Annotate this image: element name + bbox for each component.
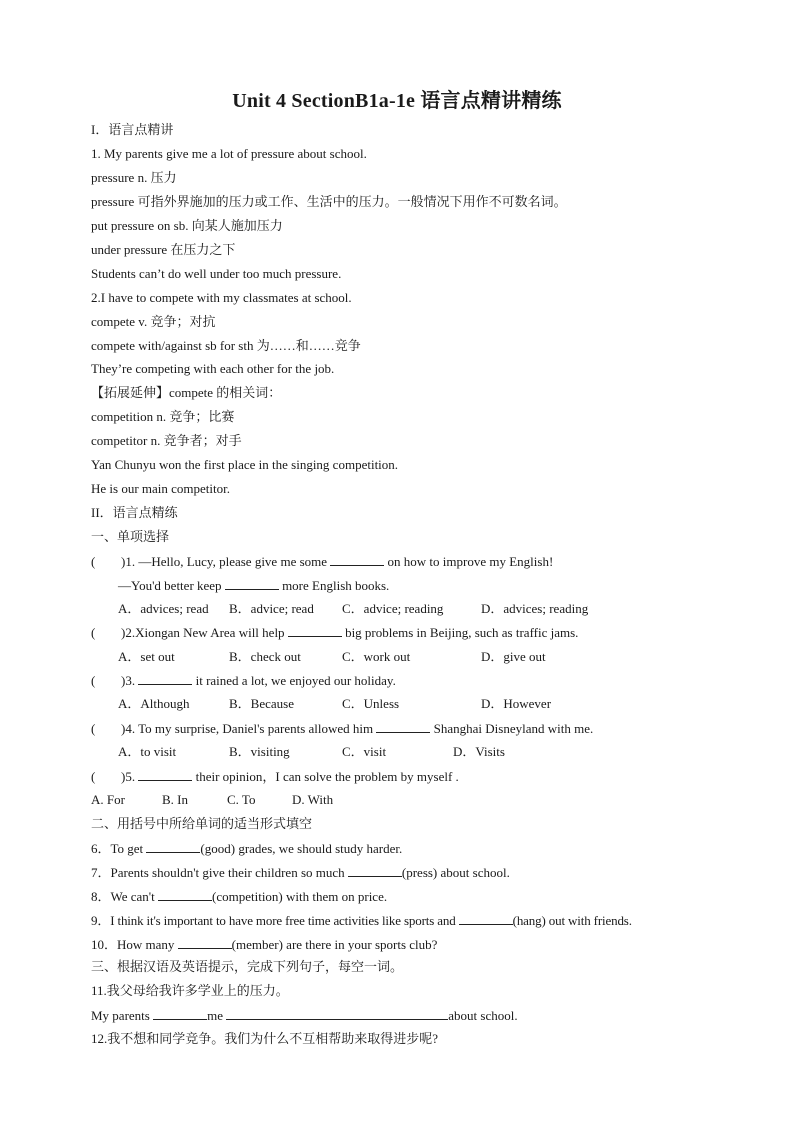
q1-option-b[interactable]: B．advice; read bbox=[229, 601, 314, 616]
answer-blank[interactable] bbox=[153, 1007, 207, 1020]
answer-blank[interactable] bbox=[330, 553, 384, 566]
answer-blank[interactable] bbox=[178, 936, 232, 949]
pressure-definition: pressure n. 压力 bbox=[91, 170, 177, 185]
section2-heading: II．语言点精练 bbox=[91, 505, 178, 520]
question-6: 6．To get (good) grades, we should study harder. bbox=[91, 841, 403, 856]
q1-option-a[interactable]: A．advices; read bbox=[118, 601, 209, 616]
phrase-under-pressure: under pressure 在压力之下 bbox=[91, 242, 236, 257]
question-8: 8．We can't (competition) with them on price. bbox=[91, 889, 388, 904]
q3-option-d[interactable]: D．However bbox=[481, 696, 552, 711]
answer-blank[interactable] bbox=[138, 768, 192, 781]
question-2: ( )2.Xiongan New Area will help big problems in Beijing, such as traffic jams. bbox=[91, 625, 579, 640]
q5-option-c[interactable]: C. To bbox=[227, 792, 256, 807]
part1-heading: 一、单项选择 bbox=[91, 529, 170, 544]
question-3: ( )3. it rained a lot, we enjoyed our holiday. bbox=[91, 673, 396, 688]
part3-heading: 三、根据汉语及英语提示，完成下列句子，每空一词。 bbox=[91, 959, 404, 974]
q2-option-a[interactable]: A．set out bbox=[118, 649, 175, 664]
question-11-chinese: 11.我父母给我许多学业上的压力。 bbox=[91, 983, 289, 998]
compete-example: They’re competing with each other for the job. bbox=[91, 361, 335, 376]
q4-option-b[interactable]: B．visiting bbox=[229, 744, 290, 759]
q2-option-b[interactable]: B．check out bbox=[229, 649, 301, 664]
q5-option-a[interactable]: A. For bbox=[91, 792, 125, 807]
q4-option-d[interactable]: D．Visits bbox=[453, 744, 505, 759]
question-10: 10．How many (member) are there in your sports club? bbox=[91, 937, 438, 952]
q1-option-d[interactable]: D．advices; reading bbox=[481, 601, 589, 616]
question-9: 9．I think it's important to have more free time activities like sports and (hang) out with friends. bbox=[91, 913, 632, 928]
question-11: My parents me about school. bbox=[91, 1008, 518, 1023]
q2-option-c[interactable]: C．work out bbox=[342, 649, 411, 664]
compete-phrase: compete with/against sb for sth 为……和……竞争 bbox=[91, 338, 361, 353]
answer-blank[interactable] bbox=[288, 624, 342, 637]
answer-blank[interactable] bbox=[138, 672, 192, 685]
pressure-usage-note: pressure 可指外界施加的压力或工作、生活中的压力。一般情况下用作不可数名词。 bbox=[91, 194, 567, 209]
competition-example: Yan Chunyu won the first place in the singing competition. bbox=[91, 457, 399, 472]
part2-heading: 二、用括号中所给单词的适当形式填空 bbox=[91, 816, 313, 831]
q5-option-d[interactable]: D. With bbox=[292, 792, 334, 807]
question-12-chinese: 12.我不想和同学竞争。我们为什么不互相帮助来取得进步呢? bbox=[91, 1031, 439, 1046]
q5-option-b[interactable]: B. In bbox=[162, 792, 188, 807]
point1-sentence: 1. My parents give me a lot of pressure about school. bbox=[91, 146, 367, 161]
question-4: ( )4. To my surprise, Daniel's parents allowed him Shanghai Disneyland with me. bbox=[91, 721, 594, 736]
q3-option-a[interactable]: A．Although bbox=[118, 696, 190, 711]
question-5: ( )5. their opinion，I can solve the problem by myself . bbox=[91, 769, 459, 784]
question-1-line2: —You'd better keep more English books. bbox=[118, 578, 390, 593]
question-7: 7．Parents shouldn't give their children so much (press) about school. bbox=[91, 865, 510, 880]
competitor-example: He is our main competitor. bbox=[91, 481, 231, 496]
q3-option-c[interactable]: C．Unless bbox=[342, 696, 400, 711]
q4-option-a[interactable]: A．to visit bbox=[118, 744, 177, 759]
competitor-definition: competitor n. 竞争者；对手 bbox=[91, 433, 242, 448]
point2-sentence: 2.I have to compete with my classmates at school. bbox=[91, 290, 352, 305]
answer-blank[interactable] bbox=[226, 1007, 448, 1020]
document-title: Unit 4 SectionB1a-1e 语言点精讲精练 bbox=[232, 90, 562, 112]
section1-heading: I．语言点精讲 bbox=[91, 122, 174, 137]
pressure-example: Students can’t do well under too much pressure. bbox=[91, 266, 342, 281]
question-1: ( )1. —Hello, Lucy, please give me some on how to improve my English! bbox=[91, 554, 554, 569]
answer-blank[interactable] bbox=[146, 840, 200, 853]
answer-blank[interactable] bbox=[225, 577, 279, 590]
q2-option-d[interactable]: D．give out bbox=[481, 649, 546, 664]
q1-option-c[interactable]: C．advice; reading bbox=[342, 601, 444, 616]
answer-blank[interactable] bbox=[348, 864, 402, 877]
q3-option-b[interactable]: B．Because bbox=[229, 696, 294, 711]
phrase-put-pressure: put pressure on sb. 向某人施加压力 bbox=[91, 218, 283, 233]
answer-blank[interactable] bbox=[158, 888, 212, 901]
q4-option-c[interactable]: C．visit bbox=[342, 744, 387, 759]
answer-blank[interactable] bbox=[459, 912, 513, 925]
answer-blank[interactable] bbox=[376, 720, 430, 733]
competition-definition: competition n. 竞争；比赛 bbox=[91, 409, 235, 424]
extension-heading: 【拓展延伸】compete 的相关词： bbox=[91, 385, 282, 400]
compete-definition: compete v. 竞争；对抗 bbox=[91, 314, 216, 329]
